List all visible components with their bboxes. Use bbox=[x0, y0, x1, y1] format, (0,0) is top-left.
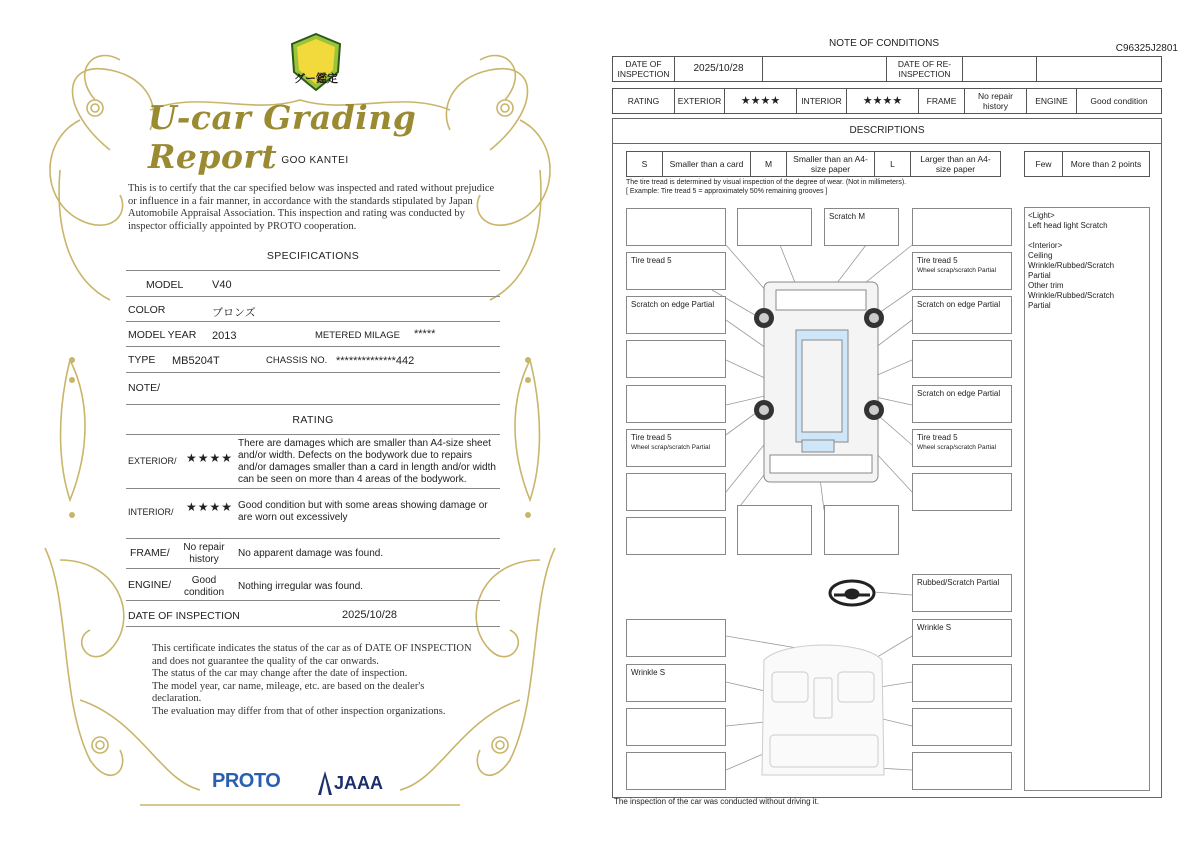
report-subtitle: GOO KANTEI bbox=[281, 155, 349, 166]
interior-label: INTERIOR bbox=[797, 89, 847, 114]
tire-note-line: [ Example: Tire tread 5 = approximately 50% remaining grooves ] bbox=[626, 188, 828, 195]
annotation-label: Tire tread 5 bbox=[917, 256, 958, 265]
divider bbox=[126, 488, 500, 489]
type-value: MB5204T bbox=[172, 355, 220, 367]
frame-value: No repair history bbox=[183, 542, 225, 565]
tire-tread-note bbox=[626, 178, 906, 196]
divider bbox=[126, 404, 500, 405]
divider bbox=[126, 296, 500, 297]
annotation-label: Tire tread 5 bbox=[631, 256, 672, 265]
annotation-label: Rubbed/Scratch Partial bbox=[917, 578, 1000, 587]
legend-m: M bbox=[751, 152, 787, 177]
model-year-value: 2013 bbox=[212, 330, 237, 342]
annotation-box bbox=[626, 752, 726, 790]
exterior-stars: ★★★★ bbox=[186, 451, 234, 465]
annotation-box bbox=[737, 208, 812, 246]
frame-label: FRAME/ bbox=[130, 547, 170, 559]
annotation-box bbox=[912, 340, 1012, 378]
annotation-box bbox=[912, 752, 1012, 790]
jaaa-logo: JAAA bbox=[334, 773, 384, 793]
proto-logo: PROTO bbox=[212, 770, 281, 792]
divider bbox=[126, 434, 500, 435]
exterior-label: EXTERIOR/ bbox=[128, 456, 177, 466]
divider bbox=[126, 372, 500, 373]
annotation-box-tire-rl bbox=[626, 429, 726, 467]
few-legend bbox=[1024, 151, 1150, 177]
blank-cell bbox=[763, 57, 887, 82]
annotation-box bbox=[626, 473, 726, 511]
annotation-box bbox=[912, 664, 1012, 702]
annotation-box bbox=[912, 708, 1012, 746]
annotation-box-tire-rr bbox=[912, 429, 1012, 467]
model-label: MODEL bbox=[146, 279, 184, 291]
annotation-label: Scratch on edge Partial bbox=[917, 389, 1001, 398]
metered-mileage-label: METERED MILAGE bbox=[315, 330, 400, 341]
rating-label: RATING bbox=[613, 89, 675, 114]
engine-value: Good condition bbox=[183, 575, 225, 598]
divider bbox=[126, 538, 500, 539]
divider bbox=[126, 568, 500, 569]
report-code: C96325J2801 bbox=[1115, 43, 1178, 54]
inspection-date-value: 2025/10/28 bbox=[342, 609, 398, 621]
jaaa-emblem-icon bbox=[318, 771, 332, 795]
annotation-box-edge-right-2 bbox=[912, 385, 1012, 423]
annotation-box-edge-left bbox=[626, 296, 726, 334]
certificate-disclaimer: This certificate indicates the status of the car as of DATE OF INSPECTION and does not guarantee the quality of the car onwards. The status of the car may change after the date of inspection. The model year, car name, mileage, etc. are based on the dealer's declaration. The evaluation may differ from that of other inspection organizations. bbox=[152, 643, 472, 717]
note-of-conditions bbox=[604, 0, 1200, 848]
legend-s-desc: Smaller than a card bbox=[663, 152, 751, 177]
interior-stars: ★★★★ bbox=[847, 89, 919, 114]
divider bbox=[126, 346, 500, 347]
annotation-box-tire-fl bbox=[626, 252, 726, 290]
annotation-sublabel: Wheel scrap/scratch Partial bbox=[917, 267, 997, 274]
annotation-label: Tire tread 5 bbox=[631, 433, 672, 442]
reinspection-value bbox=[963, 57, 1037, 82]
note-label: NOTE/ bbox=[128, 382, 161, 394]
annotation-label: Wrinkle S bbox=[917, 623, 952, 632]
date-of-inspection-label: DATE OF INSPECTION bbox=[613, 57, 675, 82]
type-label: TYPE bbox=[128, 354, 156, 366]
inspection-footer-note: The inspection of the car was conducted without driving it. bbox=[614, 797, 819, 806]
interior-description: Good condition but with some areas showing damage or are worn out excessively bbox=[238, 500, 488, 523]
annotation-box bbox=[626, 517, 726, 555]
legend-m-desc: Smaller than an A4-size paper bbox=[787, 152, 875, 177]
annotation-box-scratch-m bbox=[824, 208, 899, 246]
annotation-label: Tire tread 5 bbox=[917, 433, 958, 442]
divider bbox=[126, 321, 500, 322]
annotation-box bbox=[626, 340, 726, 378]
annotation-sublabel: Wheel scrap/scratch Partial bbox=[631, 444, 711, 451]
annotation-box bbox=[626, 385, 726, 423]
annotation-box bbox=[626, 708, 726, 746]
chassis-label: CHASSIS NO. bbox=[266, 355, 328, 366]
annotation-label: Scratch on edge Partial bbox=[631, 300, 715, 309]
exterior-stars: ★★★★ bbox=[725, 89, 797, 114]
legend-s: S bbox=[627, 152, 663, 177]
frame-value: No repair history bbox=[965, 89, 1027, 114]
annotation-box bbox=[824, 505, 899, 555]
legend-few: Few bbox=[1025, 152, 1063, 177]
interior-stars: ★★★★ bbox=[186, 500, 234, 514]
engine-description: Nothing irregular was found. bbox=[238, 581, 364, 592]
frame-label: FRAME bbox=[919, 89, 965, 114]
annotation-box bbox=[737, 505, 812, 555]
report-title: U-car Grading Report bbox=[148, 98, 417, 176]
color-label: COLOR bbox=[128, 304, 166, 316]
model-value: V40 bbox=[212, 279, 232, 291]
exterior-label: EXTERIOR bbox=[675, 89, 725, 114]
annotation-box bbox=[912, 473, 1012, 511]
damage-size-legend bbox=[626, 151, 1001, 177]
legend-l: L bbox=[875, 152, 911, 177]
annotation-box-wrinkle-left bbox=[626, 664, 726, 702]
reinspection-label: DATE OF RE-INSPECTION bbox=[887, 57, 963, 82]
condition-notes: <Light> Left head light Scratch <Interior> Ceiling Wrinkle/Rubbed/Scratch Partial Other trim Wrinkle/Rubbed/Scratch Partial bbox=[1024, 207, 1150, 791]
inspection-date-label: DATE OF INSPECTION bbox=[128, 610, 240, 622]
exterior-description: There are damages which are smaller than A4-size sheet and/or width. Defects on the bodywork due to repairs and/or damages smaller than a card in length and/or width can be seen on more than 4 areas of the bodywork. bbox=[238, 438, 496, 485]
engine-label: ENGINE bbox=[1027, 89, 1077, 114]
annotation-sublabel: Wheel scrap/scratch Partial bbox=[917, 444, 997, 451]
annotation-box-steering bbox=[912, 574, 1012, 612]
annotation-box bbox=[626, 208, 726, 246]
model-year-label: MODEL YEAR bbox=[128, 329, 197, 341]
tire-note-line: The tire tread is determined by visual inspection of the degree of wear. (Not in millimeters). bbox=[626, 179, 907, 186]
color-value: ブロンズ bbox=[212, 306, 256, 319]
descriptions-heading: DESCRIPTIONS bbox=[612, 118, 1162, 144]
legend-l-desc: Larger than an A4-size paper bbox=[911, 152, 1001, 177]
annotation-label: Wrinkle S bbox=[631, 668, 666, 677]
engine-label: ENGINE/ bbox=[128, 579, 172, 591]
inspection-dates-table bbox=[612, 56, 1162, 82]
frame-description: No apparent damage was found. bbox=[238, 548, 384, 559]
certification-statement: This is to certify that the car specified below was inspected and rated without prejudice or influence in a fair manner, in accordance with the standards stipulated by Japan Automobile Appraisal Association. This inspection and rating was conducted by inspector officially appointed by PROTO cooperation. bbox=[128, 183, 495, 232]
divider bbox=[126, 270, 500, 271]
badge-label: グー鑑定 bbox=[294, 72, 338, 85]
annotation-label: Scratch M bbox=[829, 212, 866, 221]
rating-heading: RATING bbox=[292, 414, 334, 426]
annotation-box-wrinkle-right bbox=[912, 619, 1012, 657]
annotation-box bbox=[912, 208, 1012, 246]
specifications-heading: SPECIFICATIONS bbox=[266, 250, 360, 262]
chassis-value: **************442 bbox=[336, 355, 415, 367]
annotation-label: Scratch on edge Partial bbox=[917, 300, 1001, 309]
partner-logos bbox=[212, 768, 402, 800]
date-of-inspection-value: 2025/10/28 bbox=[675, 57, 763, 82]
annotation-box bbox=[626, 619, 726, 657]
rating-summary-table bbox=[612, 88, 1162, 114]
blank-cell bbox=[1037, 57, 1162, 82]
conditions-title: NOTE OF CONDITIONS bbox=[829, 38, 939, 49]
interior-label: INTERIOR/ bbox=[128, 507, 174, 517]
metered-mileage-value: ***** bbox=[414, 328, 436, 340]
engine-value: Good condition bbox=[1077, 89, 1162, 114]
legend-few-desc: More than 2 points bbox=[1063, 152, 1150, 177]
annotation-box-tire-fr bbox=[912, 252, 1012, 290]
annotation-box-edge-right bbox=[912, 296, 1012, 334]
divider bbox=[126, 600, 500, 601]
divider bbox=[126, 626, 500, 627]
